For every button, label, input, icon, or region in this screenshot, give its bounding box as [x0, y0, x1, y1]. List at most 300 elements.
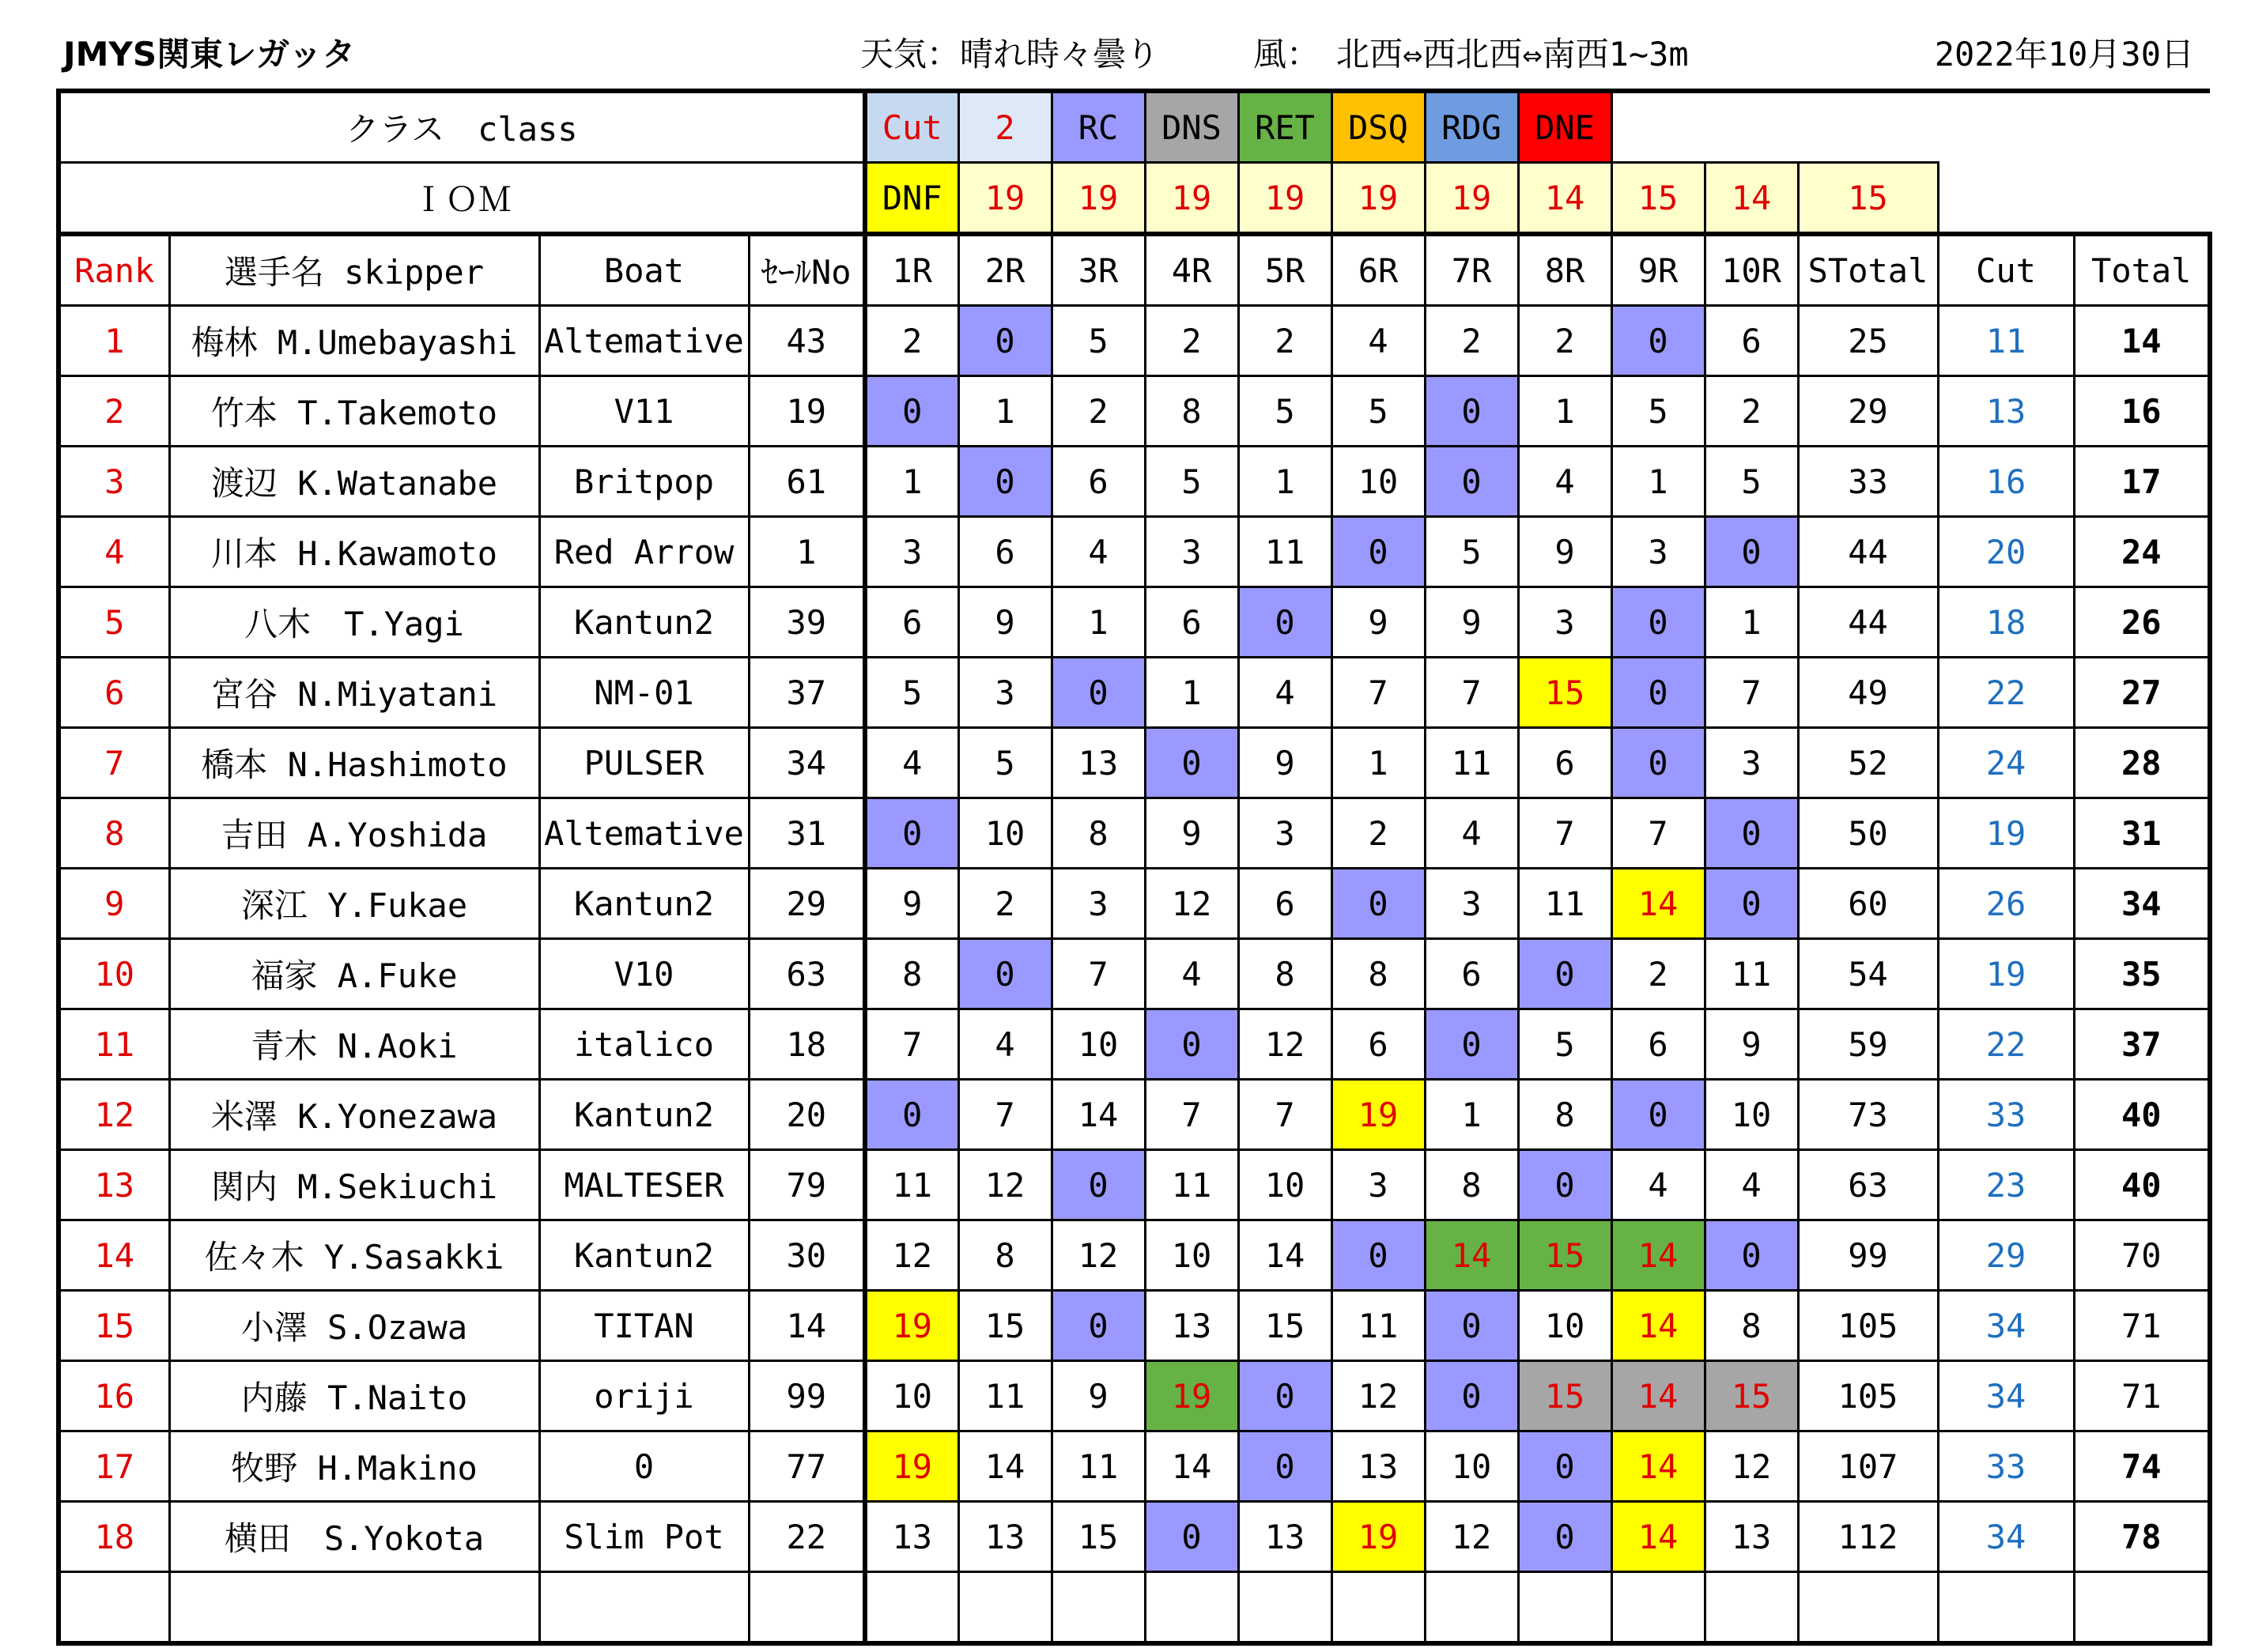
empty-cell — [59, 1572, 169, 1644]
iom-label: ＩＯＭ — [59, 163, 865, 235]
race-score-cell: 9 — [865, 869, 958, 939]
rank-cell: 5 — [59, 587, 169, 658]
race-score-cell: 12 — [1145, 869, 1238, 939]
sail-number-cell: 19 — [749, 376, 865, 447]
race-score-cell: 12 — [1331, 1361, 1425, 1431]
boat-cell: TITAN — [539, 1291, 749, 1361]
race-score-cell: 6 — [958, 517, 1052, 587]
race-score-cell: 0 — [1425, 1009, 1518, 1080]
rank-cell: 9 — [59, 869, 169, 939]
skipper-cell: 宮谷 N.Miyatani — [169, 658, 539, 728]
cut-cell: 34 — [1938, 1361, 2074, 1431]
race-score-cell: 5 — [1238, 376, 1331, 447]
weather-text: 天気：晴れ時々曇り — [860, 35, 1160, 74]
empty-cell — [1052, 1572, 1145, 1644]
rank-cell: 1 — [59, 306, 169, 376]
empty-cell — [1611, 1572, 1705, 1644]
total-cell: 40 — [2074, 1150, 2210, 1220]
race-score-cell: 10 — [1518, 1291, 1611, 1361]
total-cell: 28 — [2074, 728, 2210, 798]
penalty-value: 19 — [958, 163, 1052, 235]
race-score-cell: 0 — [1611, 658, 1705, 728]
race-score-cell: 10 — [1145, 1220, 1238, 1291]
race-score-cell: 1 — [1145, 658, 1238, 728]
race-score-cell: 7 — [1425, 658, 1518, 728]
race-score-cell: 13 — [958, 1502, 1052, 1572]
penalty-value: 14 — [1518, 163, 1611, 235]
skipper-cell: 橋本 N.Hashimoto — [169, 728, 539, 798]
page-title: JMYS関東レガッタ — [63, 35, 356, 74]
race-score-cell: 3 — [865, 517, 958, 587]
race-score-cell: 10 — [1238, 1150, 1331, 1220]
race-score-cell: 6 — [1238, 869, 1331, 939]
race-score-cell: 9 — [1518, 517, 1611, 587]
sail-number-cell: 34 — [749, 728, 865, 798]
race-score-cell: 8 — [1425, 1150, 1518, 1220]
race-score-cell: 0 — [1425, 447, 1518, 517]
empty-cell — [169, 1572, 539, 1644]
race-score-cell: 8 — [1052, 798, 1145, 869]
cut-cell: 22 — [1938, 1009, 2074, 1080]
total-cell: 35 — [2074, 939, 2210, 1009]
race-score-cell: 9 — [1705, 1009, 1798, 1080]
race-score-cell: 0 — [1238, 1431, 1331, 1502]
boat-cell: V11 — [539, 376, 749, 447]
race-score-cell: 8 — [958, 1220, 1052, 1291]
rank-cell: 13 — [59, 1150, 169, 1220]
penalty-value: 19 — [1238, 163, 1331, 235]
race-score-cell: 5 — [1331, 376, 1425, 447]
race-score-cell: 3 — [1052, 869, 1145, 939]
race-score-cell: 9 — [1052, 1361, 1145, 1431]
sail-number-cell: 39 — [749, 587, 865, 658]
total-cell: 34 — [2074, 869, 2210, 939]
table-row — [59, 1150, 2210, 1220]
stotal-cell: 105 — [1798, 1361, 1938, 1431]
race-score-cell: 7 — [1145, 1080, 1238, 1150]
race-score-cell: 10 — [1705, 1080, 1798, 1150]
skipper-cell: 深江 Y.Fukae — [169, 869, 539, 939]
race-score-cell: 19 — [1331, 1502, 1425, 1572]
column-header: Total — [2074, 234, 2210, 306]
skipper-cell: 梅林 M.Umebayashi — [169, 306, 539, 376]
race-score-cell: 0 — [1705, 869, 1798, 939]
boat-cell: Altemative — [539, 798, 749, 869]
table-row — [59, 587, 2210, 658]
rank-cell: 15 — [59, 1291, 169, 1361]
race-score-cell: 2 — [1145, 306, 1238, 376]
sail-number-cell: 79 — [749, 1150, 865, 1220]
race-score-cell: 15 — [1705, 1361, 1798, 1431]
race-score-cell: 4 — [1331, 306, 1425, 376]
race-score-cell: 7 — [1518, 798, 1611, 869]
skipper-cell: 渡辺 K.Watanabe — [169, 447, 539, 517]
column-header: Boat — [539, 234, 749, 306]
race-score-cell: 4 — [1705, 1150, 1798, 1220]
race-score-cell: 1 — [1425, 1080, 1518, 1150]
stotal-cell: 60 — [1798, 869, 1938, 939]
skipper-cell: 竹本 T.Takemoto — [169, 376, 539, 447]
cut-cell: 34 — [1938, 1291, 2074, 1361]
boat-cell: Britpop — [539, 447, 749, 517]
race-score-cell: 15 — [1238, 1291, 1331, 1361]
table-row — [59, 306, 2210, 376]
cut-cell: 33 — [1938, 1080, 2074, 1150]
race-score-cell: 0 — [1145, 1502, 1238, 1572]
race-score-cell: 5 — [958, 728, 1052, 798]
stotal-cell: 44 — [1798, 587, 1938, 658]
skipper-cell: 八木 T.Yagi — [169, 587, 539, 658]
rank-cell: 4 — [59, 517, 169, 587]
column-header: 4R — [1145, 234, 1238, 306]
total-cell: 31 — [2074, 798, 2210, 869]
table-row — [59, 939, 2210, 1009]
column-header: 8R — [1518, 234, 1611, 306]
penalty-value: 19 — [1331, 163, 1425, 235]
race-score-cell: 19 — [865, 1431, 958, 1502]
empty-cell — [1145, 1572, 1238, 1644]
empty-cell — [1938, 1572, 2074, 1644]
cut-cell: 20 — [1938, 517, 2074, 587]
race-score-cell: 15 — [958, 1291, 1052, 1361]
cut-cell: 18 — [1938, 587, 2074, 658]
race-score-cell: 3 — [1331, 1150, 1425, 1220]
race-score-cell: 0 — [1331, 869, 1425, 939]
race-score-cell: 10 — [1331, 447, 1425, 517]
race-score-cell: 14 — [1611, 1502, 1705, 1572]
cut-cell: 24 — [1938, 728, 2074, 798]
sail-number-cell: 18 — [749, 1009, 865, 1080]
race-score-cell: 0 — [958, 447, 1052, 517]
race-score-cell: 1 — [865, 447, 958, 517]
race-score-cell: 0 — [1425, 376, 1518, 447]
skipper-cell: 横田 S.Yokota — [169, 1502, 539, 1572]
race-score-cell: 4 — [1518, 447, 1611, 517]
skipper-cell: 吉田 A.Yoshida — [169, 798, 539, 869]
race-score-cell: 4 — [1052, 517, 1145, 587]
race-score-cell: 6 — [1425, 939, 1518, 1009]
empty-cell — [1331, 1572, 1425, 1644]
table-row — [59, 1502, 2210, 1572]
stotal-cell: 52 — [1798, 728, 1938, 798]
race-score-cell: 1 — [1238, 447, 1331, 517]
cut-cell: 16 — [1938, 447, 2074, 517]
legend-cut: Cut — [865, 91, 958, 163]
race-score-cell: 2 — [1705, 376, 1798, 447]
race-score-cell: 0 — [1611, 306, 1705, 376]
race-score-cell: 7 — [1052, 939, 1145, 1009]
table-row — [59, 728, 2210, 798]
race-score-cell: 0 — [1705, 517, 1798, 587]
race-score-cell: 0 — [1425, 1291, 1518, 1361]
race-score-cell: 5 — [865, 658, 958, 728]
column-header: 選手名 skipper — [169, 234, 539, 306]
skipper-cell: 川本 H.Kawamoto — [169, 517, 539, 587]
race-score-cell: 14 — [958, 1431, 1052, 1502]
race-score-cell: 11 — [1052, 1431, 1145, 1502]
race-score-cell: 0 — [958, 306, 1052, 376]
results-table — [56, 89, 2212, 1646]
race-score-cell: 0 — [865, 376, 958, 447]
race-score-cell: 2 — [1611, 939, 1705, 1009]
sail-number-cell: 14 — [749, 1291, 865, 1361]
race-score-cell: 12 — [1052, 1220, 1145, 1291]
boat-cell: italico — [539, 1009, 749, 1080]
race-score-cell: 0 — [1518, 939, 1611, 1009]
legend-dnf: DNF — [865, 163, 958, 235]
race-score-cell: 6 — [1145, 587, 1238, 658]
stotal-cell: 33 — [1798, 447, 1938, 517]
race-score-cell: 14 — [1611, 1220, 1705, 1291]
cut-cell: 33 — [1938, 1431, 2074, 1502]
boat-cell: Slim Pot — [539, 1502, 749, 1572]
column-header: 5R — [1238, 234, 1331, 306]
total-cell: 37 — [2074, 1009, 2210, 1080]
column-header: 1R — [865, 234, 958, 306]
race-score-cell: 7 — [865, 1009, 958, 1080]
race-score-cell: 0 — [1518, 1502, 1611, 1572]
table-row — [59, 1080, 2210, 1150]
sail-number-cell: 31 — [749, 798, 865, 869]
legend-two: 2 — [958, 91, 1052, 163]
legend-dns: DNS — [1145, 91, 1238, 163]
race-score-cell: 5 — [1425, 517, 1518, 587]
boat-cell: Kantun2 — [539, 1220, 749, 1291]
cut-cell: 11 — [1938, 306, 2074, 376]
race-score-cell: 13 — [1238, 1502, 1331, 1572]
race-score-cell: 10 — [1425, 1431, 1518, 1502]
race-score-cell: 6 — [1611, 1009, 1705, 1080]
race-score-cell: 7 — [1611, 798, 1705, 869]
class-label: クラス class — [59, 91, 865, 163]
legend-dsq: DSQ — [1331, 91, 1425, 163]
race-score-cell: 11 — [1705, 939, 1798, 1009]
race-score-cell: 11 — [1145, 1150, 1238, 1220]
stotal-cell: 63 — [1798, 1150, 1938, 1220]
sail-number-cell: 29 — [749, 869, 865, 939]
race-score-cell: 1 — [1705, 587, 1798, 658]
race-score-cell: 2 — [1425, 306, 1518, 376]
skipper-cell: 米澤 K.Yonezawa — [169, 1080, 539, 1150]
race-score-cell: 8 — [1705, 1291, 1798, 1361]
cut-cell: 23 — [1938, 1150, 2074, 1220]
race-score-cell: 8 — [1145, 376, 1238, 447]
race-score-cell: 14 — [1238, 1220, 1331, 1291]
race-score-cell: 15 — [1518, 658, 1611, 728]
race-score-cell: 12 — [1425, 1502, 1518, 1572]
stotal-cell: 73 — [1798, 1080, 1938, 1150]
race-score-cell: 14 — [1425, 1220, 1518, 1291]
race-score-cell: 5 — [1052, 306, 1145, 376]
race-score-cell: 0 — [1052, 658, 1145, 728]
stotal-cell: 105 — [1798, 1291, 1938, 1361]
table-row — [59, 798, 2210, 869]
column-header: 10R — [1705, 234, 1798, 306]
column-header: Cut — [1938, 234, 2074, 306]
empty-cell — [958, 1572, 1052, 1644]
race-score-cell: 1 — [1331, 728, 1425, 798]
penalty-value: 19 — [1425, 163, 1518, 235]
stotal-cell: 49 — [1798, 658, 1938, 728]
penalty-value: 19 — [1052, 163, 1145, 235]
race-score-cell: 6 — [1705, 306, 1798, 376]
race-score-cell: 13 — [1145, 1291, 1238, 1361]
boat-cell: oriji — [539, 1361, 749, 1431]
skipper-cell: 牧野 H.Makino — [169, 1431, 539, 1502]
rank-cell: 3 — [59, 447, 169, 517]
table-row — [59, 658, 2210, 728]
wind-text: 風： 北西⇔西北西⇔南西1~3m — [1253, 35, 1689, 74]
legend-dne: DNE — [1518, 91, 1611, 163]
stotal-cell: 54 — [1798, 939, 1938, 1009]
total-cell: 27 — [2074, 658, 2210, 728]
class-row — [59, 91, 2210, 163]
race-score-cell: 0 — [1238, 587, 1331, 658]
column-header: STotal — [1798, 234, 1938, 306]
rank-cell: 14 — [59, 1220, 169, 1291]
column-header: 7R — [1425, 234, 1518, 306]
total-cell: 17 — [2074, 447, 2210, 517]
race-score-cell: 0 — [865, 798, 958, 869]
iom-row — [59, 163, 2210, 235]
race-score-cell: 8 — [1238, 939, 1331, 1009]
table-row — [59, 447, 2210, 517]
sail-number-cell: 77 — [749, 1431, 865, 1502]
sail-number-cell: 43 — [749, 306, 865, 376]
race-score-cell: 6 — [1052, 447, 1145, 517]
total-cell: 71 — [2074, 1361, 2210, 1431]
race-score-cell: 7 — [1705, 658, 1798, 728]
column-header-row — [59, 234, 2210, 306]
rank-cell: 2 — [59, 376, 169, 447]
column-header: 3R — [1052, 234, 1145, 306]
empty-cell — [539, 1572, 749, 1644]
total-cell: 74 — [2074, 1431, 2210, 1502]
race-score-cell: 6 — [865, 587, 958, 658]
race-score-cell: 1 — [1052, 587, 1145, 658]
skipper-cell: 小澤 S.Ozawa — [169, 1291, 539, 1361]
total-cell: 40 — [2074, 1080, 2210, 1150]
race-score-cell: 0 — [1611, 728, 1705, 798]
empty-cell — [865, 1572, 958, 1644]
table-row — [59, 1220, 2210, 1291]
race-score-cell: 6 — [1331, 1009, 1425, 1080]
legend-rdg: RDG — [1425, 91, 1518, 163]
race-score-cell: 13 — [1052, 728, 1145, 798]
race-score-cell: 2 — [958, 869, 1052, 939]
column-header: 2R — [958, 234, 1052, 306]
race-score-cell: 0 — [1238, 1361, 1331, 1431]
race-score-cell: 3 — [1611, 517, 1705, 587]
race-score-cell: 0 — [865, 1080, 958, 1150]
race-score-cell: 3 — [958, 658, 1052, 728]
table-row — [59, 869, 2210, 939]
race-score-cell: 7 — [958, 1080, 1052, 1150]
boat-cell: NM-01 — [539, 658, 749, 728]
race-score-cell: 12 — [1705, 1431, 1798, 1502]
race-score-cell: 15 — [1052, 1502, 1145, 1572]
legend-ret: RET — [1238, 91, 1331, 163]
sail-number-cell: 61 — [749, 447, 865, 517]
boat-cell: 0 — [539, 1431, 749, 1502]
skipper-cell: 福家 A.Fuke — [169, 939, 539, 1009]
boat-cell: Kantun2 — [539, 869, 749, 939]
rank-cell: 16 — [59, 1361, 169, 1431]
race-score-cell: 12 — [865, 1220, 958, 1291]
empty-cell — [749, 1572, 865, 1644]
race-score-cell: 11 — [865, 1150, 958, 1220]
column-header: ｾｰﾙNo — [749, 234, 865, 306]
race-score-cell: 2 — [1238, 306, 1331, 376]
stotal-cell: 59 — [1798, 1009, 1938, 1080]
penalty-value: 14 — [1705, 163, 1798, 235]
penalty-value: 15 — [1798, 163, 1938, 235]
table-row — [59, 1361, 2210, 1431]
total-cell: 70 — [2074, 1220, 2210, 1291]
race-score-cell: 0 — [1518, 1150, 1611, 1220]
column-header: 9R — [1611, 234, 1705, 306]
cut-cell: 13 — [1938, 376, 2074, 447]
stotal-cell: 50 — [1798, 798, 1938, 869]
column-header: 6R — [1331, 234, 1425, 306]
total-cell: 14 — [2074, 306, 2210, 376]
race-score-cell: 4 — [865, 728, 958, 798]
boat-cell: Kantun2 — [539, 1080, 749, 1150]
stotal-cell: 112 — [1798, 1502, 1938, 1572]
rank-cell: 11 — [59, 1009, 169, 1080]
race-score-cell: 12 — [958, 1150, 1052, 1220]
race-score-cell: 13 — [1705, 1502, 1798, 1572]
race-score-cell: 14 — [1611, 1361, 1705, 1431]
race-score-cell: 2 — [1518, 306, 1611, 376]
race-score-cell: 0 — [1518, 1431, 1611, 1502]
race-score-cell: 14 — [1145, 1431, 1238, 1502]
boat-cell: Altemative — [539, 306, 749, 376]
race-score-cell: 7 — [1331, 658, 1425, 728]
race-score-cell: 11 — [1518, 869, 1611, 939]
race-score-cell: 0 — [1611, 1080, 1705, 1150]
skipper-cell: 関内 M.Sekiuchi — [169, 1150, 539, 1220]
penalty-value: 19 — [1145, 163, 1238, 235]
race-score-cell: 0 — [1145, 1009, 1238, 1080]
rank-cell: 17 — [59, 1431, 169, 1502]
skipper-cell: 内藤 T.Naito — [169, 1361, 539, 1431]
race-score-cell: 15 — [1518, 1361, 1611, 1431]
cut-cell: 19 — [1938, 939, 2074, 1009]
sail-number-cell: 1 — [749, 517, 865, 587]
race-score-cell: 14 — [1052, 1080, 1145, 1150]
boat-cell: Kantun2 — [539, 587, 749, 658]
total-cell: 16 — [2074, 376, 2210, 447]
cut-cell: 26 — [1938, 869, 2074, 939]
race-score-cell: 9 — [958, 587, 1052, 658]
sail-number-cell: 37 — [749, 658, 865, 728]
stotal-cell: 29 — [1798, 376, 1938, 447]
skipper-cell: 青木 N.Aoki — [169, 1009, 539, 1080]
race-score-cell: 5 — [1518, 1009, 1611, 1080]
race-score-cell: 7 — [1238, 1080, 1331, 1150]
race-score-cell: 8 — [1518, 1080, 1611, 1150]
race-score-cell: 0 — [1052, 1291, 1145, 1361]
cut-cell: 34 — [1938, 1502, 2074, 1572]
race-score-cell: 14 — [1611, 869, 1705, 939]
race-score-cell: 0 — [1331, 1220, 1425, 1291]
race-score-cell: 3 — [1425, 869, 1518, 939]
table-row — [59, 517, 2210, 587]
empty-cell — [1238, 1572, 1331, 1644]
sail-number-cell: 30 — [749, 1220, 865, 1291]
skipper-cell: 佐々木 Y.Sasakki — [169, 1220, 539, 1291]
